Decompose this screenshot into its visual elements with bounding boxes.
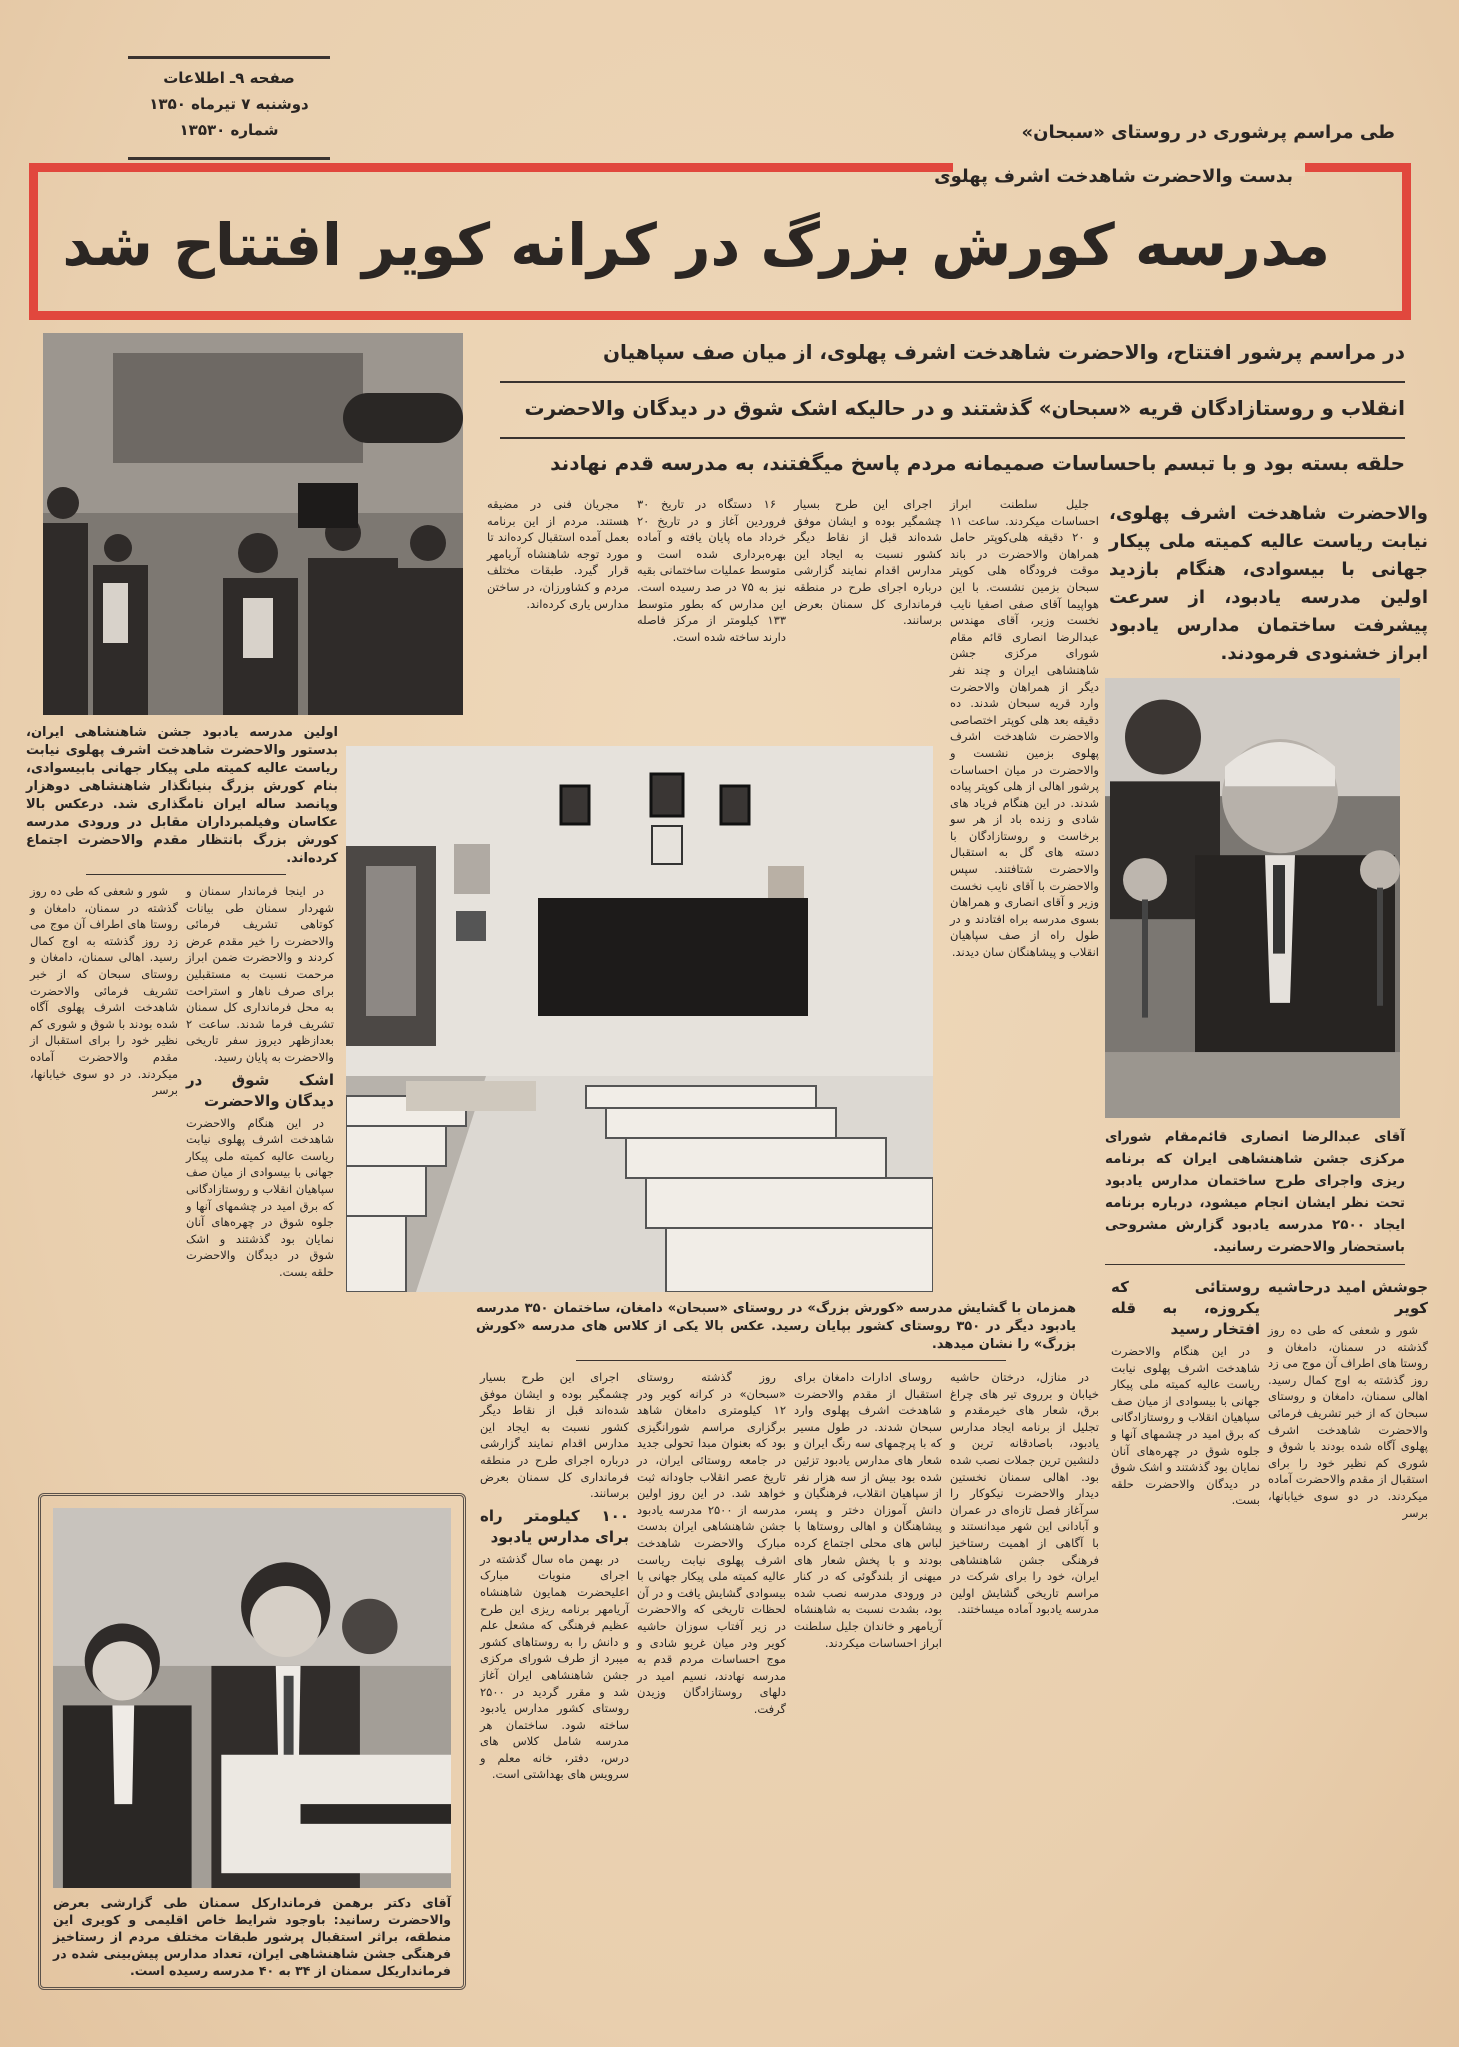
paragraph: شور و شعفی که طی ده روز گذشته در سمنان، دامغان و روستا های اطراف آن موج می زد روز گذشته به اوج کمال رسید. اهالی سمنان، دامغان و روستای سبحان که از خبر تشریف فرمائی والاحضرت شاهدخت اشرف پهلوی آگاه شده بودند با شوق و شوری کم نظیر خود را برای استقبال از مقدم والاحضرت آماده میکردند. در دو سوی خیابانها، برسر <box>1268 1323 1428 1520</box>
article-column <box>26 883 182 1483</box>
caption-rule <box>576 1360 1006 1361</box>
caption-officials: آقای دکتر برهمن فرماندارکل سمنان طی گزارشی بعرض والاحضرت رسانید: باوجود شرایط خاص اقلیمی و کویری این منطقه، براثر استقبال پرشور طبقات مختلف مردم از رستاخیز فرهنگی جشن شاهنشاهی ایران، تعداد مدارس پیش‌بینی شده در فرمانداریکل سمنان از ۳۴ به ۴۰ مدرسه رسیده است. <box>53 1895 451 1978</box>
paragraph: اجرای این طرح بسیار چشمگیر بوده و ایشان موفق شده‌اند قبل از نقاط دیگر کشور نسبت به ایجاد این مدارس اقدام نمایند گزارشی درباره اجرای طرح در منطقه فرمانداری کل سمنان بعرض برسانند. <box>794 497 942 628</box>
masthead <box>128 56 330 160</box>
article-column <box>483 496 633 614</box>
paragraph: مجریان فنی در مضیقه هستند. مردم از این برنامه بعمل آمده استقبال کرده‌اند تا مورد توجه شاهنشاه آریامهر قرار گیرد. طبقات مختلف مردم و کشاورزان، در ساختن مدارس یاری کرده‌اند. <box>487 497 629 611</box>
article-column <box>633 1369 790 1785</box>
subhead-rule <box>500 437 1405 439</box>
article-column <box>1264 1273 1432 1523</box>
paragraph: در بهمن ماه سال گذشته در اجرای منویات مبارک اعلیحضرت همایون شاهنشاه آریامهر برنامه ریزی این طرح عظیم فرهنگی که مشعل علم و دانش را به روستاهای کشور میبرد از طرف شورای مرکزی جشن شاهنشاهی ایران آغاز شد و مقرر گردید در ۲۵۰۰ روستای کشور مدارس یادبود ساخته شود. ساختمان هر مدرسه شامل کلاس های درس، دفتر، خانه معلم و سرویس های بهداشتی است. <box>480 1551 629 1782</box>
article-column <box>790 1369 946 1785</box>
subhead-rule <box>500 381 1405 383</box>
photo-photographers <box>43 333 463 715</box>
caption-photographers: اولین مدرسه یادبود جشن شاهنشاهی ایران، بدستور والاحضرت شاهدخت اشرف پهلوی نیابت ریاست عالیه کمیته ملی پیکار جهانی بابیسوادی، بنام کورش بزرگ بنیانگذار شاهنشاهی دوهزار وپانصد ساله ایران نامگذاری شد. درعکس بالا عکاسان وفیلمبرداران مقابل در ورودی مدرسه کورش بزرگ بانتظار مقدم والاحضرت اجتماع کرده‌اند. <box>26 725 338 866</box>
caption-speaker: آقای عبدالرضا انصاری قائم‌مقام شورای مرکزی جشن شاهنشاهی ایران که برنامه ریزی واجرای طرح ساختمان مدارس یادبود تحت نظر ایشان انجام میشود، درباره برنامه ایجاد ۲۵۰۰ مدرسه یادبود گزارش مشروحی باستحضار والاحضرت رسانید. <box>1105 1129 1405 1255</box>
section-heading: روستائی که یکروزه، به قله افتخار رسید <box>1111 1278 1260 1338</box>
section-heading: اشک شوق در دیدگان والاحضرت <box>186 1070 334 1110</box>
main-headline: مدرسه کورش بزرگ در کرانه کویر افتتاح شد <box>62 211 1330 279</box>
center-bottom-region <box>476 1300 1103 1785</box>
left-columns <box>26 883 338 1483</box>
caption-classroom: همزمان با گشایش مدرسه «کورش بزرگ» در روستای «سبحان» دامغان، ساختمان ۳۵۰ مدرسه یادبود دیگر در ۳۵۰ روستای کشور بپایان رسید. عکس بالا یکی از کلاس های مدرسه «کورش بزرگ» را نشان میدهد. <box>476 1301 1076 1352</box>
issue-date: دوشنبه ۷ تیرماه ۱۳۵۰ <box>149 95 309 113</box>
photo-classroom <box>346 746 933 1292</box>
issue-number: شماره ۱۳۵۳۰ <box>179 121 279 139</box>
paragraph: در این هنگام والاحضرت شاهدخت اشرف پهلوی نیابت ریاست عالیه کمیته ملی پیکار جهانی با بیسوادی از میان صف سپاهیان انقلاب و روستازادگانی که برق امید در چشمهای آنها و جلوه شوق در چهره‌های آنان نمایان بود گذشتند و اشک شوق در دیدگان والاحضرت حلقه بست. <box>1111 1344 1260 1508</box>
article-column <box>946 1369 1103 1785</box>
photo-officials <box>53 1508 451 1888</box>
section-heading: جوشش امید درحاشیه کویر <box>1268 1278 1428 1317</box>
bottom-columns <box>476 1369 1103 1785</box>
paragraph: جلیل سلطنت ابراز احساسات میکردند. ساعت ۱۱ و ۲۰ دقیقه هلی‌کوپتر حامل همراهان والاحضرت در باند موقت فرودگاه هلی کوپتر سبحان بزمین نشست. با این هواپیما آقای صفی اصفیا نایب نخست وزیر، آقای مهندس عبدالرضا انصاری قائم مقام شورای مرکزی جشن شاهنشاهی ایران و چند نفر دیگر از همراهان والاحضرت وارد قریه سبحان شدند. ده دقیقه بعد هلی کوپتر اختصاصی والاحضرت شاهدخت اشرف پهلوی بزمین نشست و والاحضرت در میان احساسات پرشور اهالی از هلی کوپتر پیاده شدند. در این هنگام فریاد های شادی و زنده باد از هر سو برخاست و روستازادگان با دسته های گل به استقبال والاحضرت شتافتند. سپس والاحضرت با آقای نایب نخست وزیر و آقای انصاری و همراهان بسوی مدرسه براه افتادند و در طول راه از صف سپاهیان انقلاب و پیشاهنگان سان دیدند. <box>950 497 1099 960</box>
article-column <box>946 496 1103 963</box>
paragraph: روسای ادارات دامغان برای استقبال از مقدم والاحضرت شاهدخت اشرف پهلوی وارد سبحان شدند. در طول مسیر که با پرچمهای سه رنگ ایران و شعار های مدارس یادبود تزئین شده بود بیش از سه هزار نفر از سپاهیان انقلاب، فرهنگیان و دانش آموزان دختر و پسر، پیشاهنگان و اهالی روستاها با لباس های محلی اجتماع کرده بودند و با پخش شعار های میهنی از بلندگوئی که در کنار در ورودی مدرسه نصب شده بود، بشدت نسبت به شاهنشاه آریامهر و خاندان جلیل سلطنت ابراز احساسات میکردند. <box>794 1370 942 1650</box>
photo-box-border <box>38 1493 466 1990</box>
right-columns <box>1105 1273 1432 1523</box>
photo-speaker <box>1105 678 1400 1118</box>
kicker-line-2: بدست والاحضرت شاهدخت اشرف پهلوی <box>934 166 1293 187</box>
caption-rule <box>86 874 286 875</box>
article-column <box>790 496 946 631</box>
page-label: صفحه ۹ـ اطلاعات <box>163 69 295 87</box>
subhead-3: حلقه بسته بود و با تبسم باحساسات صمیمانه مردم پاسخ میگفتند، به مدرسه قدم نهادند <box>550 451 1405 475</box>
caption-rule <box>1105 1264 1405 1265</box>
right-region <box>1105 500 1432 1523</box>
paragraph: روز گذشته روستای «سبحان» در کرانه کویر ودر ۱۲ کیلومتری دامغان شاهد برگزاری مراسم شورانگیزی بود که بعنوان مبدا تحولی جدید در جامعه روستائی ایران، در تاریخ عصر انقلاب جاودانه ثبت خواهد شد. در این روز اولین مدرسه از ۲۵۰۰ مدرسه یادبود جشن شاهنشاهی ایران بدست مبارک والاحضرت شاهدخت اشرف پهلوی نیابت ریاست عالیه کمیته ملی پیکار جهانی با بیسوادی گشایش یافت و در آن لحظات تاریخی که والاحضرت در زیر آفتاب سوزان حاشیه کویر ودر میان غریو شادی و موج احساسات مردم قدم به مدرسه نهادند، نسیم امید در دلهای روستازادگان وزیدن گرفت. <box>637 1370 786 1716</box>
article-column <box>633 496 790 647</box>
paragraph: در این هنگام والاحضرت شاهدخت اشرف پهلوی نیابت ریاست عالیه کمیته ملی پیکار جهانی با بیسوادی از میان صف سپاهیان انقلاب و روستازادگانی که برق امید در چشمهای آنها و جلوه شوق در چهره‌های آنان نمایان بود گذشتند و اشک شوق در دیدگان والاحضرت حلقه بست. <box>186 1115 334 1279</box>
paragraph: در اینجا فرماندار سمنان و شهردار سمنان طی بیانات کوتاهی تشریف فرمائی والاحضرت را خیر مقدم عرض کردند و والاحضرت ضمن ابراز مرحمت نسبت به مستقبلین برای صرف ناهار و استراحت به محل فرمانداری کل سمنان تشریف فرما شدند. ساعت ۲ بعدازظهر دیروز سفر تاریخی والاحضرت به پایان رسید. <box>186 884 334 1064</box>
intro-summary: والاحضرت شاهدخت اشرف پهلوی، نیابت ریاست عالیه کمیته ملی پیکار جهانی با بیسوادی، هنگام بازدید اولین مدرسه یادبود، از سرعت پیشرفت ساختمان مدارس یادبود ابراز خشنودی فرمودند. <box>1109 503 1428 664</box>
paragraph: ۱۶ دستگاه در تاریخ ۳۰ فروردین آغاز و در تاریخ ۲۰ خرداد ماه پایان یافته و آماده بهره‌برداری شده است و متوسط عملیات ساختمانی بقیه نیز به ۷۵ در صد رسیده است. این مدارس که بطور متوسط ۱۳۳ کیلومتر از مرکز فاصله دارند ساخته شده است. <box>637 497 786 644</box>
article-column <box>476 1369 633 1785</box>
paragraph: اجرای این طرح بسیار چشمگیر بوده و ایشان موفق شده‌اند قبل از نقاط دیگر کشور نسبت به ایجاد این مدارس اقدام نمایند گزارشی درباره اجرای طرح در منطقه فرمانداری کل سمنان بعرض برسانند. <box>480 1370 629 1501</box>
kicker-line-1: طی مراسم پرشوری در روستای «سبحان» <box>1021 122 1395 143</box>
section-heading: ۱۰۰ کیلومتر راه برای مدارس یادبود <box>480 1506 629 1546</box>
subhead-1: در مراسم پرشور افتتاح، والاحضرت شاهدخت اشرف پهلوی، از میان صف سپاهیان <box>602 340 1405 364</box>
paragraph: شور و شعفی که طی ده روز گذشته در سمنان، دامغان و روستا های اطراف آن موج می زد روز گذشته به اوج کمال رسید. اهالی سمنان، دامغان و روستای سبحان که از خبر تشریف فرمائی والاحضرت شاهدخت اشرف پهلوی آگاه شده بودند با شوق و شوری کم نظیر خود را برای استقبال از مقدم والاحضرت آماده میکردند. در دو سوی خیابانها، برسر <box>30 884 178 1098</box>
paragraph: در منازل، درختان حاشیه خیابان و برروی تیر های چراغ برق، شعار های خیرمقدم و تجلیل از برنامه ایجاد مدارس یادبود، باصادقانه ترین و دلنشین ترین جملات نصب شده بود. اهالی سمنان نخستین دیدار والاحضرت نیکوکار را سرآغاز فصل تازه‌ای در عمران و آبادانی این شهر میدانستند و با آگاهی از اهمیت رستاخیز فرهنگی جشن شاهنشاهی ایران، خود را برای شرکت در مراسم تاریخی گشایش اولین مدرسه یادبود آماده میساختند. <box>950 1370 1099 1617</box>
article-column <box>182 883 338 1483</box>
article-column <box>1107 1273 1264 1523</box>
subhead-2: انقلاب و روستازادگان قریه «سبحان» گذشتند و در حالیکه اشک شوق در دیدگان والاحضرت <box>524 396 1405 420</box>
